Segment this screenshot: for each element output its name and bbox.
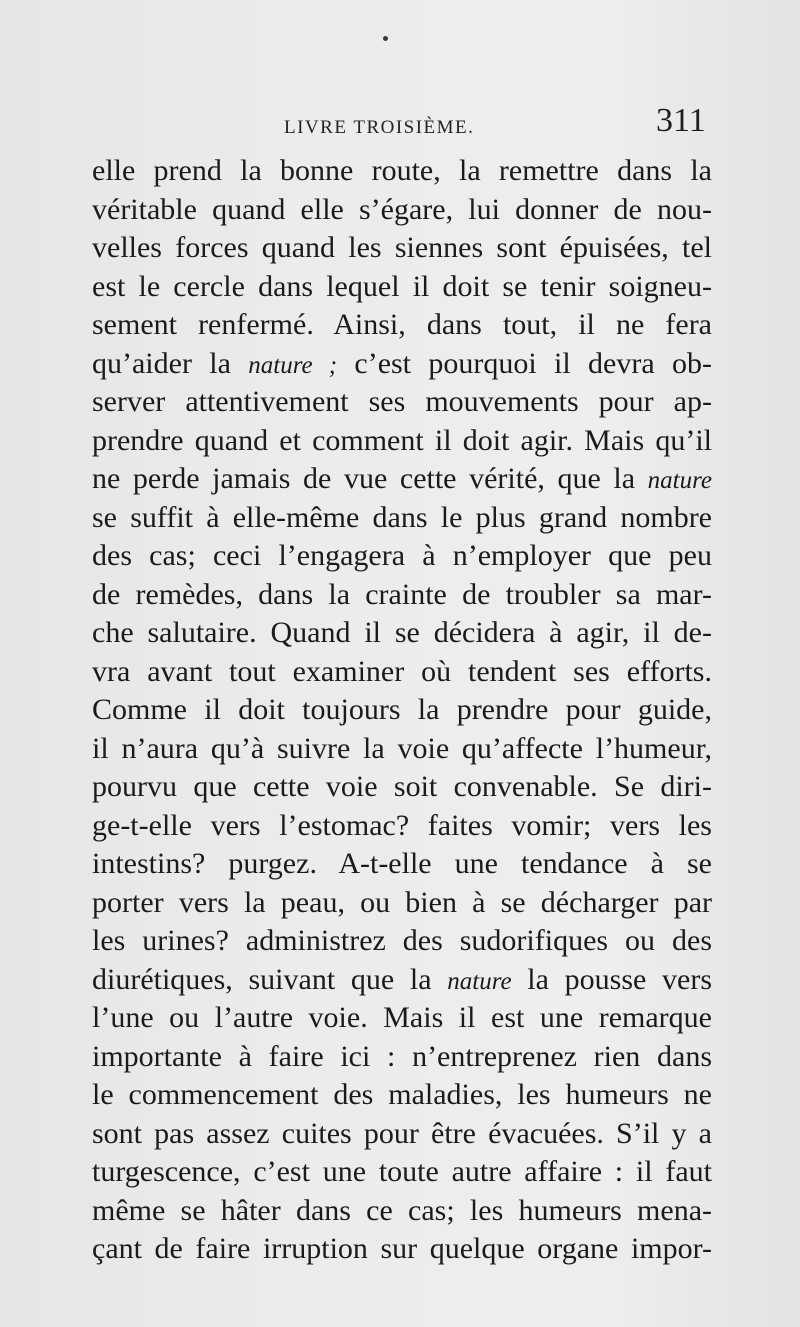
text-run: des cas; ceci l’engagera à n’employer que peu (92, 539, 712, 572)
page-number: 311 (656, 102, 706, 139)
text-run: importante à faire ici : n’entreprenez rien dans (92, 1039, 712, 1073)
text-run: il n’aura qu’à suivre la voie qu’affecte l’humeur, (92, 731, 712, 765)
text-line (92, 999, 712, 1038)
text-line (92, 653, 712, 692)
text-run: intestins? purgez. A-t-elle une tendance à se (92, 847, 712, 880)
text-line (92, 499, 712, 538)
text-run: sont pas assez cuites pour être évacuées. S’il y a (92, 1116, 712, 1150)
text-line (92, 422, 712, 461)
text-line (92, 1230, 712, 1269)
body-text (92, 152, 712, 1269)
text-line (92, 691, 712, 730)
text-run: qu’aider la (92, 346, 249, 380)
text-run: véritable quand elle s’égare, lui donner de nou- (92, 192, 712, 226)
text-run: ge-t-elle vers l’estomac? faites vomir; vers les (92, 808, 712, 842)
text-run: Comme il doit toujours la prendre pour guide, (92, 693, 712, 726)
text-line (92, 730, 712, 769)
text-line (92, 460, 712, 499)
text-run: ne perde jamais de vue cette vérité, que la (92, 462, 648, 495)
text-run: porter vers la peau, ou bien à se décharger par (92, 885, 712, 919)
text-line (92, 1038, 712, 1077)
text-run: la pousse vers (511, 962, 712, 996)
text-run: pourvu que cette voie soit convenable. Se diri- (92, 770, 712, 803)
text-run: turgescence, c’est une toute autre affaire : il faut (92, 1155, 712, 1188)
text-line (92, 845, 712, 884)
text-line (92, 1153, 712, 1192)
running-head: LIVRE TROISIÈME. (284, 117, 475, 138)
text-run: se suffit à elle-même dans le plus grand nombre (92, 500, 712, 534)
text-line (92, 383, 712, 422)
ink-speck (383, 36, 388, 41)
text-line (92, 1076, 712, 1115)
text-run: çant de faire irruption sur quelque organe impor- (92, 1232, 712, 1265)
italic-term: nature ; (248, 351, 338, 379)
text-run: sement renfermé. Ainsi, dans tout, il ne fera (92, 308, 712, 341)
text-run: est le cercle dans lequel il doit se tenir soigneu- (92, 269, 712, 303)
text-line (92, 1192, 712, 1231)
text-line (92, 576, 712, 615)
italic-term: nature (447, 967, 512, 995)
text-line (92, 807, 712, 846)
text-line (92, 345, 712, 384)
text-line (92, 152, 712, 191)
text-run: les urines? administrez des sudorifiques ou des (92, 924, 712, 957)
text-run: velles forces quand les siennes sont épuisées, tel (92, 231, 712, 264)
text-line (92, 537, 712, 576)
text-line (92, 884, 712, 923)
text-run: elle prend la bonne route, la remettre dans la (92, 154, 712, 187)
text-run: prendre quand et comment il doit agir. Mais qu’il (92, 423, 712, 457)
text-line (92, 268, 712, 307)
text-run: même se hâter dans ce cas; les humeurs mena- (92, 1193, 712, 1227)
text-line (92, 306, 712, 345)
text-run: de remèdes, dans la crainte de troubler sa mar- (92, 577, 712, 611)
text-line (92, 768, 712, 807)
italic-term: nature (647, 467, 712, 494)
text-run: diurétiques, suivant que la (92, 962, 448, 996)
text-run: c’est pourquoi il devra ob- (337, 346, 712, 380)
text-line (92, 191, 712, 230)
text-run: che salutaire. Quand il se décidera à agir, il de- (92, 616, 712, 649)
text-line (92, 961, 712, 1000)
text-line (92, 229, 712, 268)
text-run: server attentivement ses mouvements pour ap- (92, 385, 712, 418)
text-line (92, 922, 712, 961)
text-line (92, 614, 712, 653)
text-line (92, 1115, 712, 1154)
text-run: le commencement des maladies, les humeurs ne (92, 1078, 712, 1111)
text-run: l’une ou l’autre voie. Mais il est une remarque (92, 1001, 712, 1034)
text-run: vra avant tout examiner où tendent ses efforts. (92, 654, 712, 688)
